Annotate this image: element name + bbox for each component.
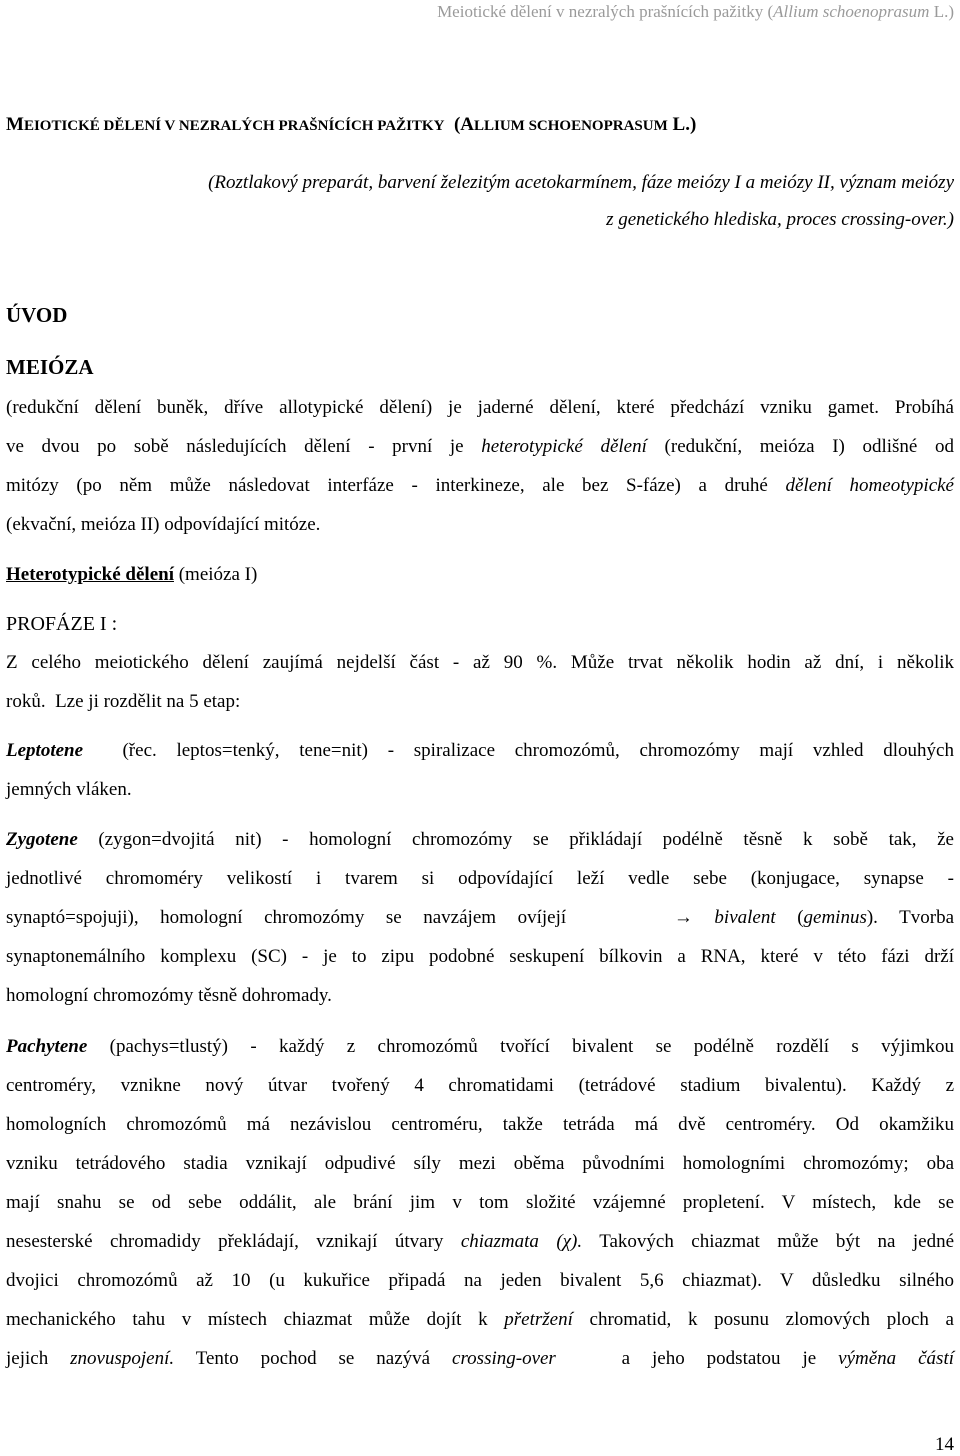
text-run: (pachys=tlustý) - každý z chromozómů tvořící bivalent se podélně rozdělí s výjimkou	[87, 1036, 954, 1057]
document-subtitle	[6, 164, 954, 238]
intro-paragraph	[6, 388, 954, 544]
text-line: (ekvační, meióza II) odpovídající mitóze.	[6, 514, 321, 535]
text-run: ve dvou po sobě následujících dělení - první je	[6, 436, 482, 457]
term-pretrzeni: přetržení	[504, 1309, 573, 1330]
heading-uvod: ÚVOD	[6, 303, 68, 327]
heterotypicke-heading	[6, 555, 954, 594]
title-part: LLIUM SCHOENOPRASUM	[474, 118, 668, 134]
text-line: dvojici chromozómů až 10 (u kukuřice připadá na jeden bivalent 5,6 chiazmat). V důsledku silného	[6, 1270, 954, 1291]
text-line	[6, 1222, 954, 1261]
title-part: (A	[444, 114, 474, 135]
heading-profaze: PROFÁZE I :	[6, 613, 118, 635]
text-run: mechanického tahu v místech chiazmat může dojít k	[6, 1309, 505, 1330]
text-line	[6, 555, 954, 594]
text-run: (řec. leptos=tenký, tene=nit) - spiralizace chromozómů, chromozómy mají vzhled dlouhých	[83, 740, 954, 761]
text-run: a jeho podstatou je	[555, 1348, 839, 1369]
text-line: centroméry, vznikne nový útvar tvořený 4 chromatidami (tetrádové stadium bivalentu). Každý z	[6, 1075, 954, 1096]
heterotypicke-label: Heterotypické dělení	[6, 564, 174, 585]
text-run: synaptó=spojuji), homologní chromozómy se navzájem ovíjejí	[6, 907, 674, 928]
text-line: roků. Lze ji rozdělit na 5 etap:	[6, 691, 241, 712]
subtitle-line: (Roztlakový preparát, barvení železitým acetokarmínem, fáze meiózy I a meiózy II, význam meiózy	[208, 172, 954, 193]
title-part: EIOTICKÉ DĚLENÍ V NEZRALÝCH PRAŠNÍCÍCH PAŽITKY	[23, 118, 445, 134]
title-part: M	[6, 114, 24, 135]
text-line	[6, 1027, 954, 1066]
text-run: (zygon=dvojitá nit) - homologní chromozómy se přikládají podélně těsně k sobě tak, že	[77, 829, 954, 850]
text-run: (redukční, meióza I) odlišné od	[646, 436, 954, 457]
text-line: jednotlivé chromoméry velikostí i tvarem si odpovídající leží vedle sebe (konjugace, synapse -	[6, 868, 954, 889]
text-run: (meióza I)	[173, 564, 258, 585]
text-line	[6, 820, 954, 859]
text-line: jemných vláken.	[6, 779, 132, 800]
text-line: homologních chromozómů má nezávislou centroméru, takže tetráda má dvě centroméry. Od okamžiku	[6, 1114, 954, 1135]
text-line: synaptonemálního komplexu (SC) - je to zipu podobné seskupení bílkovin a RNA, které v této fázi drží	[6, 946, 954, 967]
leptotene-paragraph	[6, 731, 954, 809]
text-line: homologní chromozómy těsně dohromady.	[6, 985, 332, 1006]
text-line: mají snahu se od sebe oddálit, ale brání jim v tom složité vzájemné propletení. V místech, kde se	[6, 1192, 954, 1213]
text-run: ). Tvorba	[866, 907, 955, 928]
title-part: L.)	[667, 114, 697, 135]
term-vymena-casti: výměna částí	[838, 1348, 955, 1369]
subtitle-line: z genetického hlediska, proces crossing-over.)	[606, 209, 954, 230]
profaze-paragraph	[6, 643, 954, 721]
text-line: (redukční dělení buněk, dříve allotypické dělení) je jaderné dělení, které předchází vzniku gamet. Probíhá	[6, 397, 954, 418]
zygotene-paragraph	[6, 820, 954, 1015]
term-zygotene: Zygotene	[6, 829, 78, 850]
arrow-right-icon: →	[673, 907, 693, 928]
text-run: nesesterské chromadidy překládají, vznikají útvary	[6, 1231, 461, 1252]
term-pachytene: Pachytene	[6, 1036, 88, 1057]
term-crossing-over: crossing-over	[452, 1348, 556, 1369]
text-line	[6, 466, 954, 505]
text-line	[6, 898, 954, 937]
term-homeotypicke: dělení homeotypické	[785, 475, 954, 496]
text-run: mitózy (po něm může následovat interfáze - interkineze, ale bez S-fáze) a druhé	[6, 475, 786, 496]
running-header-species: Allium schoenoprasum	[773, 2, 930, 21]
term-leptotene: Leptotene	[6, 740, 84, 761]
document-title	[6, 114, 696, 136]
text-run: Tento pochod se nazývá	[174, 1348, 453, 1369]
term-chiazmata: chiazmata (χ).	[460, 1231, 583, 1252]
term-znovuspojeni: znovuspojení.	[70, 1348, 175, 1369]
text-run: (	[775, 907, 804, 928]
text-line	[6, 427, 954, 466]
page-number: 14	[935, 1434, 954, 1455]
text-line	[6, 731, 954, 770]
text-line	[6, 1300, 954, 1339]
running-header-suffix: L.)	[929, 2, 954, 21]
term-geminus: geminus	[803, 907, 867, 928]
text-line: vzniku tetrádového stadia vznikají odpudivé síly mezi oběma původními homologními chromozómy; oba	[6, 1153, 954, 1174]
text-line: Z celého meiotického dělení zaujímá nejdelší část - až 90 %. Může trvat několik hodin až dní, i několik	[6, 652, 954, 673]
heading-meioza: MEIÓZA	[6, 355, 94, 379]
term-heterotypicke: heterotypické dělení	[481, 436, 647, 457]
running-header-prefix: Meiotické dělení v nezralých prašnících pažitky (	[437, 2, 774, 21]
text-run: Takových chiazmat může být na jedné	[582, 1231, 955, 1252]
pachytene-paragraph	[6, 1027, 954, 1378]
running-header	[437, 2, 954, 22]
text-run: jejich	[6, 1348, 71, 1369]
text-line	[6, 1339, 954, 1378]
text-run: chromatid, k posunu zlomových ploch a	[572, 1309, 954, 1330]
term-bivalent: bivalent	[692, 907, 776, 928]
